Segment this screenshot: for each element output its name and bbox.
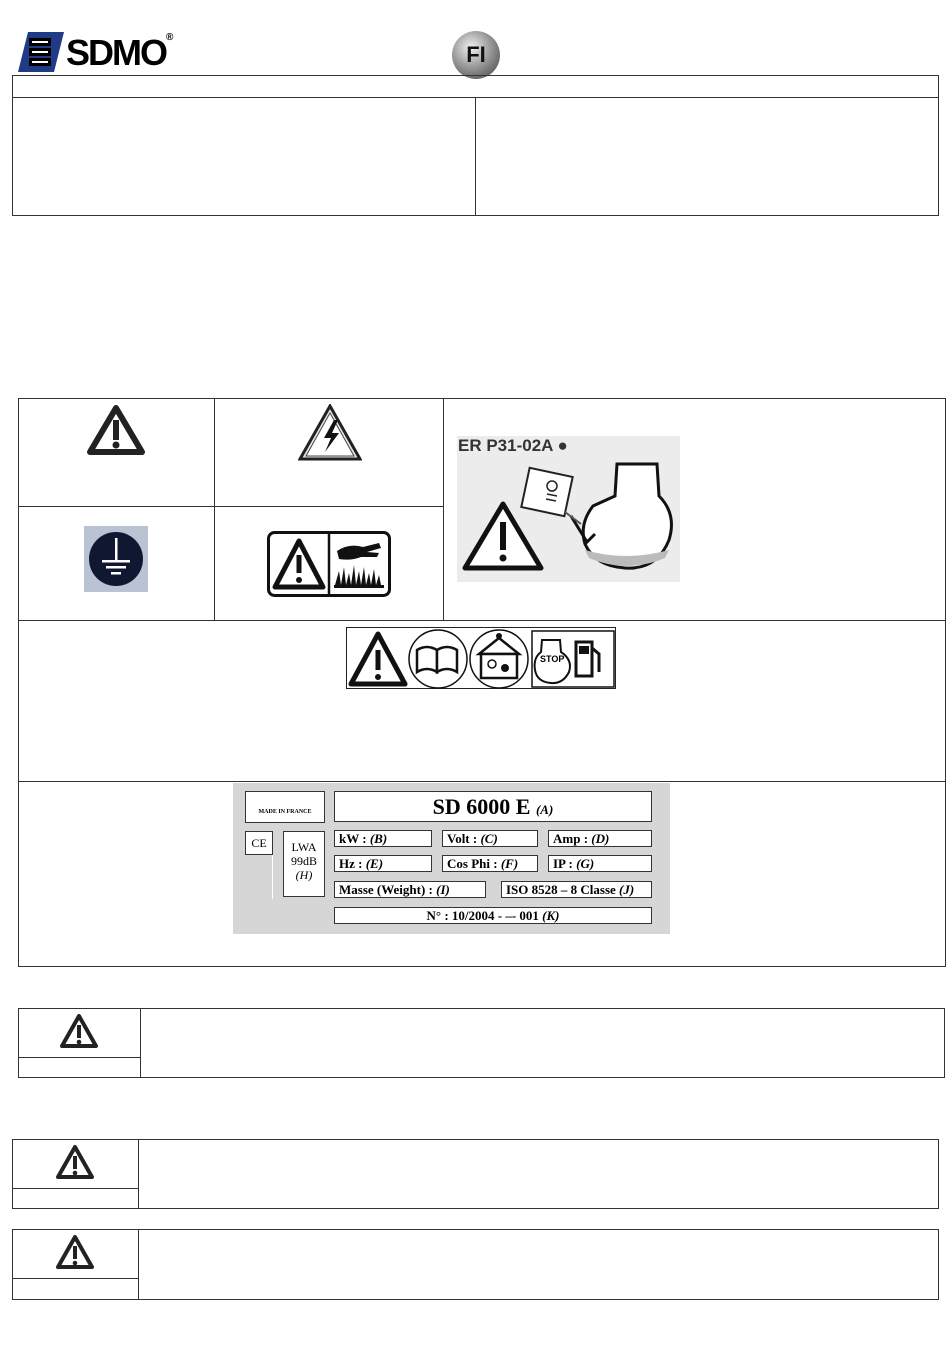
kw-label: kW : <box>339 831 370 846</box>
stickers-vline-1 <box>214 398 215 621</box>
stickers-hline-1 <box>18 506 444 507</box>
stickers-vline-2 <box>443 398 444 621</box>
lwa-box <box>283 831 325 897</box>
made-in-box <box>245 791 325 823</box>
ip-box <box>548 855 652 872</box>
stop-label: STOP <box>540 654 565 664</box>
sdmo-logo <box>18 30 172 74</box>
iso-ref: (J) <box>619 882 635 897</box>
mass-box <box>334 881 486 898</box>
warning-triangle-icon <box>59 1013 99 1049</box>
bullet-dot: ● <box>552 436 568 455</box>
warning-box-3-divider <box>138 1229 139 1300</box>
serial-label: N° : 10/2004 - –- 001 <box>426 908 543 923</box>
made-in-text: MADE IN FRANCE <box>258 809 312 815</box>
oil-check-icon <box>457 458 680 582</box>
warning-box-3 <box>12 1229 939 1300</box>
kw-box <box>334 830 432 847</box>
serial-ref: (K) <box>542 908 560 923</box>
top-left-cell <box>12 97 476 216</box>
amp-ref: (D) <box>591 831 610 846</box>
model-ref: (A) <box>535 802 554 817</box>
warning-triangle-icon <box>55 1234 95 1270</box>
earth-symbol-panel <box>84 526 148 592</box>
sdmo-logo-mark-icon <box>18 30 66 74</box>
top-header-bar <box>12 75 939 98</box>
amp-box <box>548 830 652 847</box>
warning-box-3-underline <box>12 1278 139 1279</box>
iso-label: ISO 8528 – 8 Classe <box>506 882 620 897</box>
rating-plate <box>233 783 670 934</box>
lwa-ref: (H) <box>295 868 313 882</box>
hz-box <box>334 855 432 872</box>
warning-box-2-divider <box>138 1139 139 1209</box>
warning-triangle-icon <box>55 1144 95 1180</box>
warning-box-1-divider <box>140 1008 141 1078</box>
top-right-cell <box>475 97 939 216</box>
hz-ref: (E) <box>365 856 384 871</box>
oil-sticker-code-text: ER P31-02A <box>458 436 553 455</box>
combined-warning-sticker <box>346 627 616 689</box>
brand-name: SDMO <box>66 32 166 73</box>
volt-ref: (C) <box>480 831 498 846</box>
model-name: SD 6000 E <box>432 794 531 819</box>
mass-ref: (I) <box>436 882 450 897</box>
volt-box <box>442 830 538 847</box>
earth-ground-icon <box>84 526 148 592</box>
lwa-value: 99dB <box>290 854 317 868</box>
model-box <box>334 791 652 822</box>
stickers-hline-2 <box>18 620 946 621</box>
warning-box-2 <box>12 1139 939 1209</box>
warning-box-2-underline <box>12 1188 139 1189</box>
language-badge-label: FI <box>466 42 486 67</box>
hot-surface-warning-icon <box>267 531 391 597</box>
language-badge <box>452 31 500 79</box>
volt-label: Volt : <box>447 831 481 846</box>
hz-label: Hz : <box>339 856 366 871</box>
cosphi-box <box>442 855 538 872</box>
ip-ref: (G) <box>576 856 595 871</box>
stickers-hline-3 <box>18 781 946 782</box>
mass-label: Masse (Weight) : <box>339 882 437 897</box>
oil-sticker-code <box>458 436 568 456</box>
ip-label: IP : <box>553 856 577 871</box>
kw-ref: (B) <box>369 831 388 846</box>
cosphi-ref: (F) <box>500 856 519 871</box>
warning-box-1-underline <box>18 1057 141 1058</box>
ce-mark-box <box>245 831 273 855</box>
oil-level-sticker <box>457 436 680 582</box>
plate-divider <box>272 855 273 899</box>
iso-box <box>501 881 652 898</box>
ce-mark-text: CE <box>251 836 267 850</box>
warning-triangle-icon <box>87 405 145 455</box>
registered-mark: ® <box>166 32 172 43</box>
amp-label: Amp : <box>553 831 592 846</box>
header <box>0 0 950 75</box>
electrical-hazard-icon <box>298 404 362 462</box>
combined-sticker-icons <box>347 628 617 690</box>
serial-box <box>334 907 652 924</box>
cosphi-label: Cos Phi : <box>447 856 501 871</box>
lwa-label: LWA <box>291 840 317 854</box>
warning-box-1 <box>18 1008 945 1078</box>
